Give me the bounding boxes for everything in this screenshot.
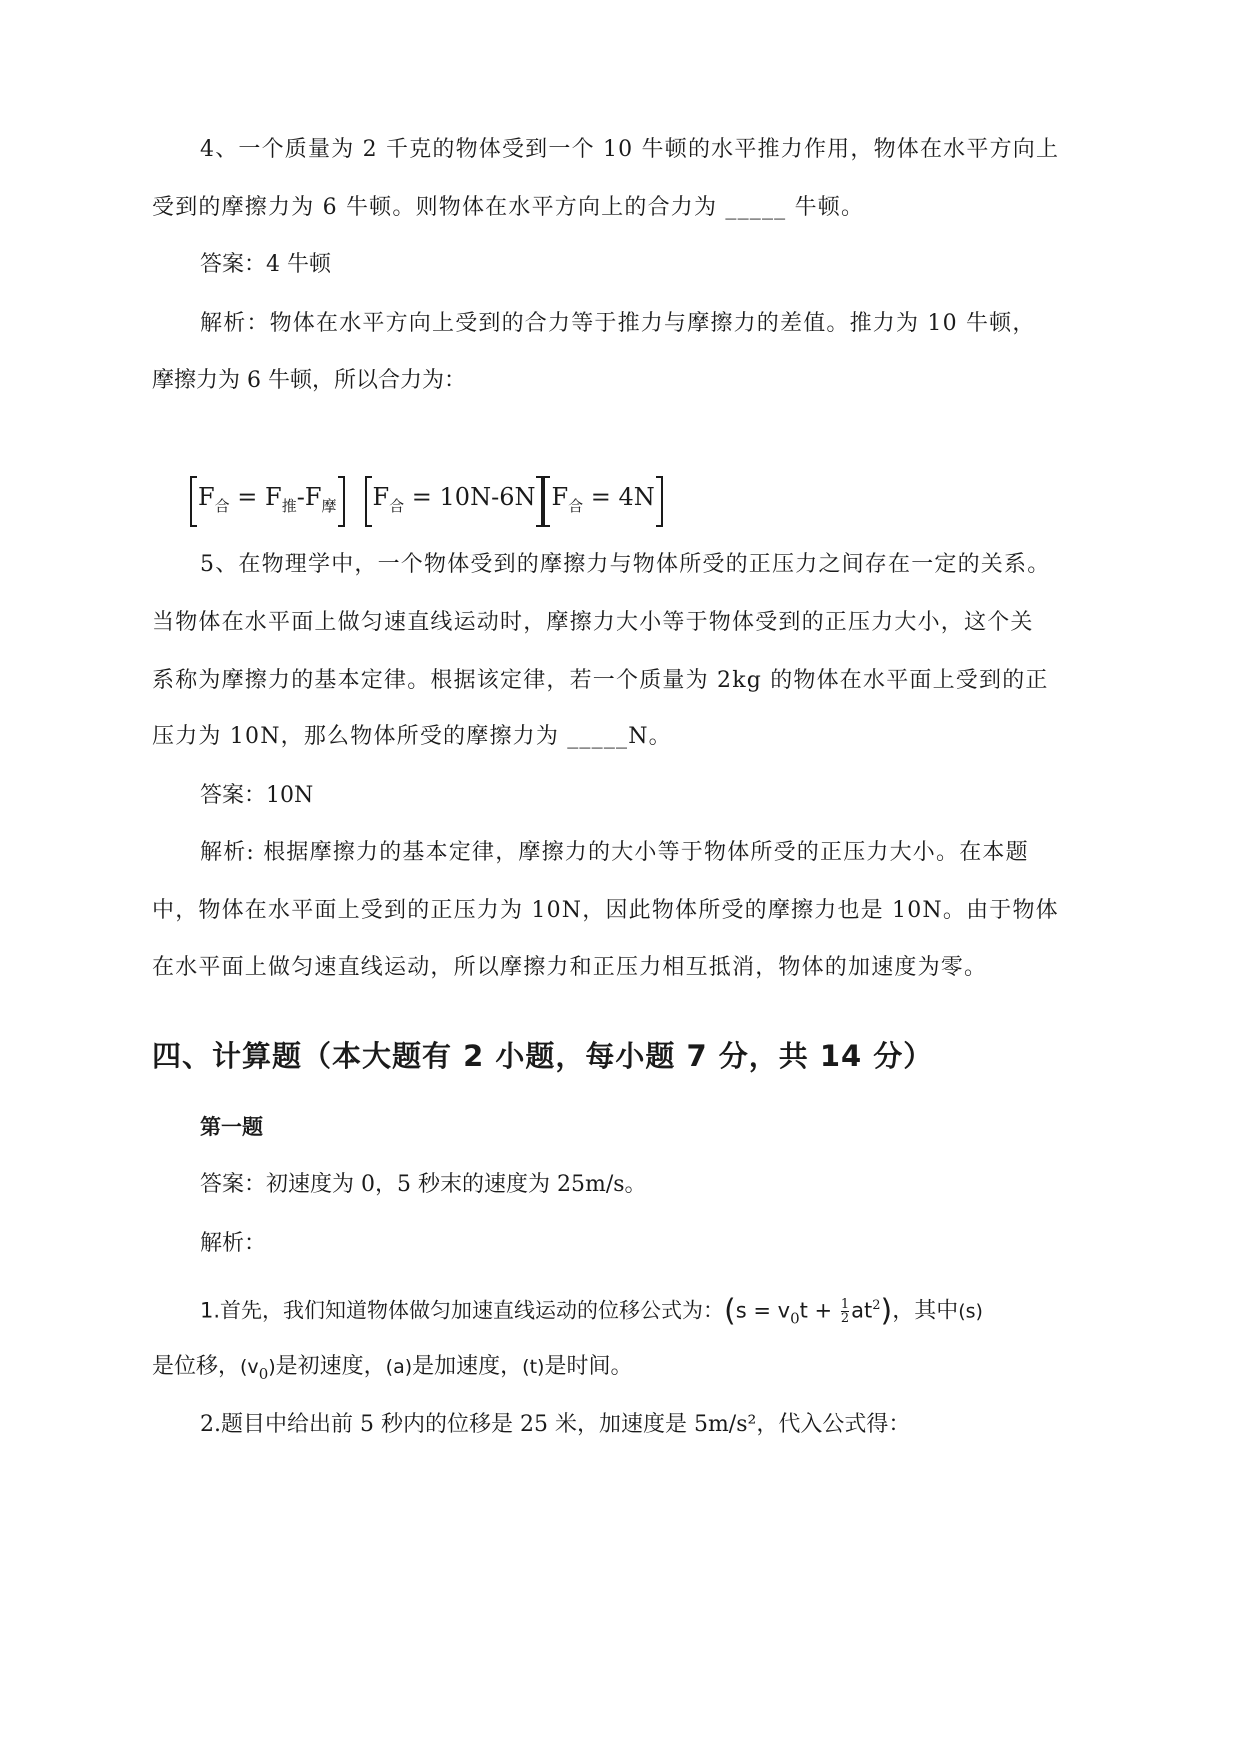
equation-2: $F_合 = 10N-6N$ (365, 476, 544, 527)
q4-line2: 受到的摩擦力为 6 牛顿。则物体在水平方向上的合力为 _____ 牛顿。 (152, 195, 865, 220)
q4-analysis-line2: 摩擦力为 6 牛顿，所以合力为： (152, 368, 466, 393)
q5-line2: 当物体在水平面上做匀速直线运动时，摩擦力大小等于物体受到的正压力大小，这个关 (152, 610, 1034, 635)
equation-1: $F_合 = F_推-F_摩$ (190, 476, 345, 527)
equation-3: $F_合 = 4N$ (543, 476, 662, 527)
q4-equations (190, 478, 663, 524)
q5-line1: 5、在物理学中，一个物体受到的摩擦力与物体所受的正压力之间存在一定的关系。 (200, 552, 1051, 577)
q5-analysis-line1: 解析: 根据摩擦力的基本定律，摩擦力的大小等于物体所受的正压力大小。在本题 (200, 840, 1029, 865)
one-half-fraction: $\frac{1}{2}$ (840, 1296, 850, 1326)
calc-answer: 答案：初速度为 0，5 秒末的速度为 25m/s。 (200, 1172, 647, 1197)
q4-line1: 4、一个质量为 2 千克的物体受到一个 10 牛顿的水平推力作用，物体在水平方向上 (200, 137, 1060, 162)
calc-step1-line1: 1.首先，我们知道物体做匀加速直线运动的位移公式为：($s = v_0t$ + $\frac{1}{2}$ $at^2$)，其中(s) (200, 1293, 983, 1329)
subsection-title: 第一题 (200, 1115, 263, 1139)
q5-line4: 压力为 10N，那么物体所受的摩擦力为 _____N。 (152, 724, 672, 749)
calc-analysis-label: 解析： (200, 1231, 267, 1256)
q5-analysis-line3: 在水平面上做匀速直线运动，所以摩擦力和正压力相互抵消，物体的加速度为零。 (152, 955, 988, 980)
q5-line3: 系称为摩擦力的基本定律。根据该定律，若一个质量为 2kg 的物体在水平面上受到的正 (152, 668, 1049, 693)
q4-answer: 答案：4 牛顿 (200, 252, 331, 277)
section-heading: 四、计算题（本大题有 2 小题，每小题 7 分，共 14 分） (152, 1039, 934, 1073)
calc-step1-line2: 是位移，$(v_0)$是初速度，(a)是加速度，(t)是时间。 (152, 1354, 633, 1383)
q5-answer: 答案：10N (200, 783, 314, 808)
q4-analysis-line1: 解析：物体在水平方向上受到的合力等于推力与摩擦力的差值。推力为 10 牛顿， (200, 311, 1036, 336)
q5-analysis-line2: 中，物体在水平面上受到的正压力为 10N，因此物体所受的摩擦力也是 10N。由于物体 (152, 898, 1059, 923)
calc-step2: 2.题目中给出前 5 秒内的位移是 25 米，加速度是 5m/s²，代入公式得： (200, 1412, 911, 1437)
